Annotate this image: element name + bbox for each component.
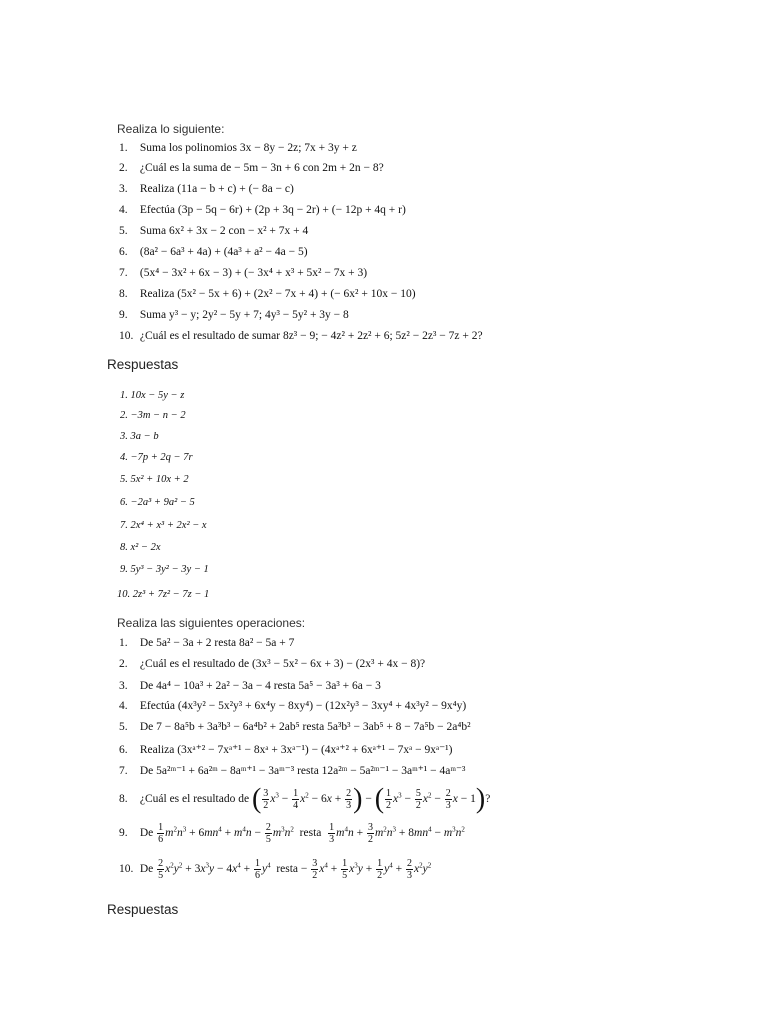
answer-item: 6. −2a³ + 9a² − 5: [120, 497, 195, 508]
section1-item: 1. Suma los polinomios 3x − 8y − 2z; 7x + 3y + z: [119, 142, 357, 154]
section2-item: 2. ¿Cuál es el resultado de (3x³ − 5x² − 6x + 3) − (2x³ + 4x − 8)?: [119, 658, 426, 670]
answer-item: 4. −7p + 2q − 7r: [120, 452, 193, 463]
answer-item: 2. −3m − n − 2: [120, 410, 186, 421]
answer-item: 5. 5x² + 10x + 2: [120, 474, 189, 485]
section1-item: 4. Efectúa (3p − 5q − 6r) + (2p + 3q − 2r) + (− 12p + 4q + r): [119, 204, 406, 216]
section1-item: 2. ¿Cuál es la suma de − 5m − 3n + 6 con 2m + 2n − 8?: [119, 162, 384, 174]
answer-item: 9. 5y³ − 3y² − 3y − 1: [120, 564, 209, 575]
section2-item-10: 10. De $\frac{2}{5}$ $x^2y^2 + 3x^3y - 4x^4$ + $\frac{1}{6}$ $y^4$ resta − $\frac{3}{2}$ $x^4$ + $\frac{1}{5}$ $x^3y$ + $\frac{1}{2}$ $y^4$ + $\frac{2}{3}$ $x^2y^2$: [119, 858, 432, 881]
section1-item: 10. ¿Cuál es el resultado de sumar 8z³ − 9; − 4z² + 2z² + 6; 5z² − 2z³ − 7z + 2?: [119, 330, 483, 342]
section2-item: 1. De 5a² − 3a + 2 resta 8a² − 5a + 7: [119, 637, 295, 649]
section2-item: 6. Realiza (3xᵃ⁺² − 7xᵃ⁺¹ − 8xᵃ + 3xᵃ⁻¹) − (4xᵃ⁺² + 6xᵃ⁺¹ − 7xᵃ − 9xᵃ⁻¹): [119, 744, 453, 756]
section2-item: 5. De 7 − 8a⁵b + 3a³b³ − 6a⁴b² + 2ab⁵ resta 5a³b³ − 3ab⁵ + 8 − 7a⁵b − 2a⁴b²: [119, 721, 471, 733]
section2-intro: Realiza las siguientes operaciones:: [117, 616, 306, 630]
section2-item: 3. De 4a⁴ − 10a³ + 2a² − 3a − 4 resta 5a⁵ − 3a³ + 6a − 3: [119, 680, 381, 692]
section2-item: 4. Efectúa (4x³y² − 5x²y³ + 6x⁴y − 8xy⁴) − (12x²y³ − 3xy⁴ + 4x³y² − 9x⁴y): [119, 700, 467, 712]
answer-item: 1. 10x − 5y − z: [120, 390, 185, 401]
answer-item: 7. 2x⁴ + x³ + 2x² − x: [120, 520, 207, 531]
respuestas2-heading: Respuestas: [107, 902, 179, 917]
section1-item: 9. Suma y³ − y; 2y² − 5y + 7; 4y³ − 5y² + 3y − 8: [119, 309, 349, 321]
section2-item: 7. De 5a²ᵐ⁻¹ + 6a²ᵐ − 8aᵐ⁺¹ − 3aᵐ⁻³ resta 12a²ᵐ − 5a²ᵐ⁻¹ − 3aᵐ⁺¹ − 4aᵐ⁻³: [119, 765, 466, 777]
section1-item: 5. Suma 6x² + 3x − 2 con − x² + 7x + 4: [119, 225, 309, 237]
answer-item: 3. 3a − b: [120, 431, 159, 442]
section1-item: 3. Realiza (11a − b + c) + (− 8a − c): [119, 183, 294, 195]
respuestas1-heading: Respuestas: [107, 357, 179, 372]
section1-item: 6. (8a² − 6a³ + 4a) + (4a³ + a² − 4a − 5): [119, 246, 308, 258]
section1-item: 8. Realiza (5x² − 5x + 6) + (2x² − 7x + 4) + (− 6x² + 10x − 10): [119, 288, 416, 300]
section1-intro: Realiza lo siguiente:: [117, 122, 225, 136]
section2-item-9: 9. De $\frac{1}{6}$ $m^2n^3 + 6mn^4 + m^4n$ − $\frac{2}{5}$ $m^3n^2$ resta $\frac{1}{3}$ $m^4n$ + $\frac{3}{2}$ $m^2n^3 + 8mn^4 - m^3n^2$: [119, 822, 465, 845]
answer-item: 10. 2z³ + 7z² − 7z − 1: [117, 589, 210, 600]
section1-item: 7. (5x⁴ − 3x² + 6x − 3) + (− 3x⁴ + x³ + 5x² − 7x + 3): [119, 267, 368, 279]
section2-item-8: 8. ¿Cuál es el resultado de ( $\frac{3}{2}$ $x^3$ − $\frac{1}{4}$ $x^2 - 6x$ + $\frac{2}{3}$ ) − ( $\frac{1}{2}$ $x^3$ − $\frac{5}{2}$ $x^2$ − $\frac{2}{3}$ x − 1)?: [119, 783, 491, 815]
answer-item: 8. x² − 2x: [120, 542, 161, 553]
